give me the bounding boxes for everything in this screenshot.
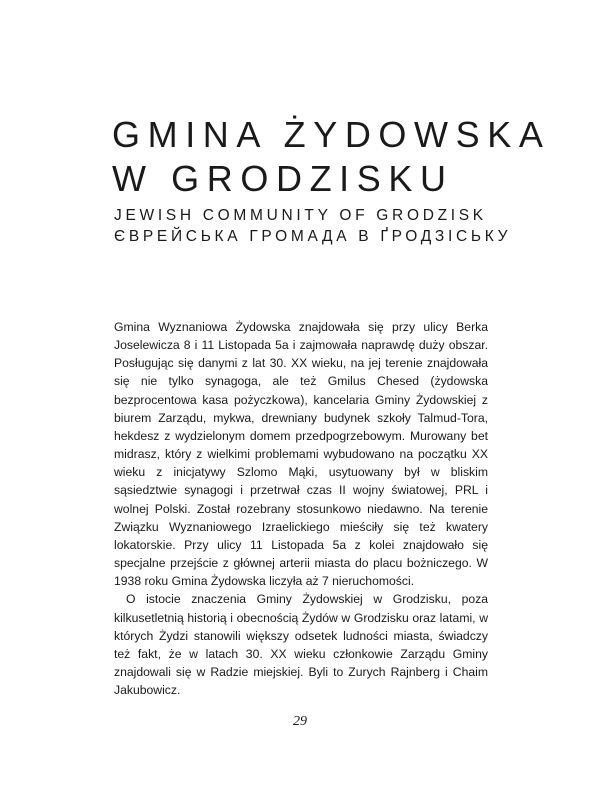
chapter-title-line-2: W GRODZISKU [112, 158, 454, 199]
page-number: 29 [293, 714, 307, 729]
body-paragraph-2: O istocie znaczenia Gminy Żydowskiej w Grodzisku, poza kilkusetletnią historią i obecnością Żydów w Grodzisku oraz latami, w których Żydzi stanowili większy odsetek ludności miasta, świadczy też fakt, że w latach 30. XX wieku członkowie Zarządu Gminy znajdowali się w Radzie miejskiej. Byli to Zurych Rajnberg i Chaim Jakubowicz. [114, 592, 488, 698]
body-text [114, 318, 488, 699]
chapter-title [112, 113, 582, 201]
subtitle-ukrainian: ЄВРЕЙСЬКА ГРОМАДА В ҐРОДЗІСЬКУ [114, 228, 512, 245]
subtitle-english: JEWISH COMMUNITY OF GRODZISK [114, 207, 487, 224]
chapter-title-line-1: GMINA ŻYDOWSKA [112, 114, 551, 155]
chapter-subtitle [114, 205, 574, 247]
body-paragraph-1: Gmina Wyznaniowa Żydowska znajdowała się przy ulicy Berka Joselewicza 8 i 11 Listopada 5a i zajmowała naprawdę duży obszar. Posługując się danymi z lat 30. XX wieku, na jej terenie znajdowała się nie tylko synagoga, ale też Gmilus Chesed (żydowska bezprocentowa kasa pożyczkowa), kancelaria Gminy Żydowskiej z biurem Zarządu, mykwa, drewniany budynek szkoły Talmud-Tora, hekdesz z wydzielonym domem przedpogrzebowym. Murowany bet midrasz, który z wielkimi problemami wybudowano na początku XX wieku z inicjatywy Szlomo Mąki, usytuowany był w bliskim sąsiedztwie synagogi i przetrwał czas II wojny światowej, PRL i wolnej Polski. Został rozebrany stosunkowo niedawno. Na terenie Związku Wyznaniowego Izraelickiego mieściły się też kwatery lokatorskie. Przy ulicy 11 Listopada 5a z kolei znajdowało się specjalne przejście z głównej arterii miasta do placu bożniczego. W 1938 roku Gmina Żydowska liczyła aż 7 nieruchomości. [114, 320, 488, 589]
